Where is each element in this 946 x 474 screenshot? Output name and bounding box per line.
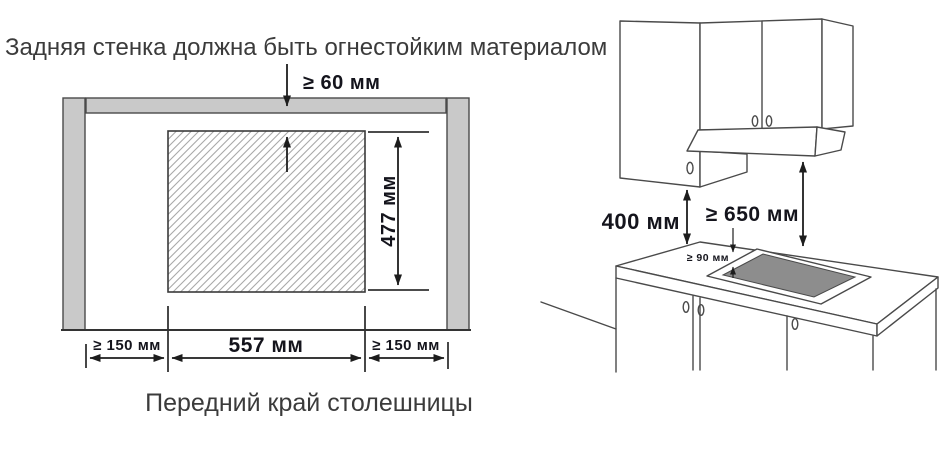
- dim-150-right-label: ≥ 150 мм: [372, 337, 440, 354]
- dim-477-label: 477 мм: [378, 175, 400, 247]
- hood-front-face: [687, 127, 817, 156]
- side-wall-left: [63, 98, 85, 330]
- base-door-handle-right: [792, 319, 798, 330]
- wall-cabinet-left-panel: [620, 21, 700, 187]
- adjacent-counter-line: [541, 302, 616, 329]
- dim-60-label: ≥ 60 мм: [303, 72, 381, 94]
- kitchen-clearance-diagram: [541, 19, 938, 372]
- cutout-top-view-diagram: [5, 34, 607, 417]
- fireproof-wall-note: Задняя стенка должна быть огнестойким материалом: [5, 34, 608, 61]
- dim-557-label: 557 мм: [228, 334, 304, 357]
- hood-right-face: [815, 127, 845, 156]
- dim-400-label: 400 мм: [601, 209, 680, 234]
- dim-150-left-label: ≥ 150 мм: [93, 337, 161, 354]
- dim-650-label: ≥ 650 мм: [705, 203, 799, 226]
- base-door-handle-mid: [698, 305, 704, 316]
- wall-cabinet-left-lower-front: [700, 151, 747, 187]
- cutout-hatch-area: [168, 131, 365, 292]
- side-wall-right: [447, 98, 469, 330]
- back-wall-bar: [86, 98, 446, 113]
- base-door-handle-left: [683, 302, 689, 313]
- dim-90-label: ≥ 90 мм: [686, 252, 729, 264]
- wall-cabinet-front-face: [700, 19, 822, 130]
- wall-cabinet-right-panel: [822, 19, 853, 129]
- front-edge-caption: Передний край столешницы: [145, 389, 473, 417]
